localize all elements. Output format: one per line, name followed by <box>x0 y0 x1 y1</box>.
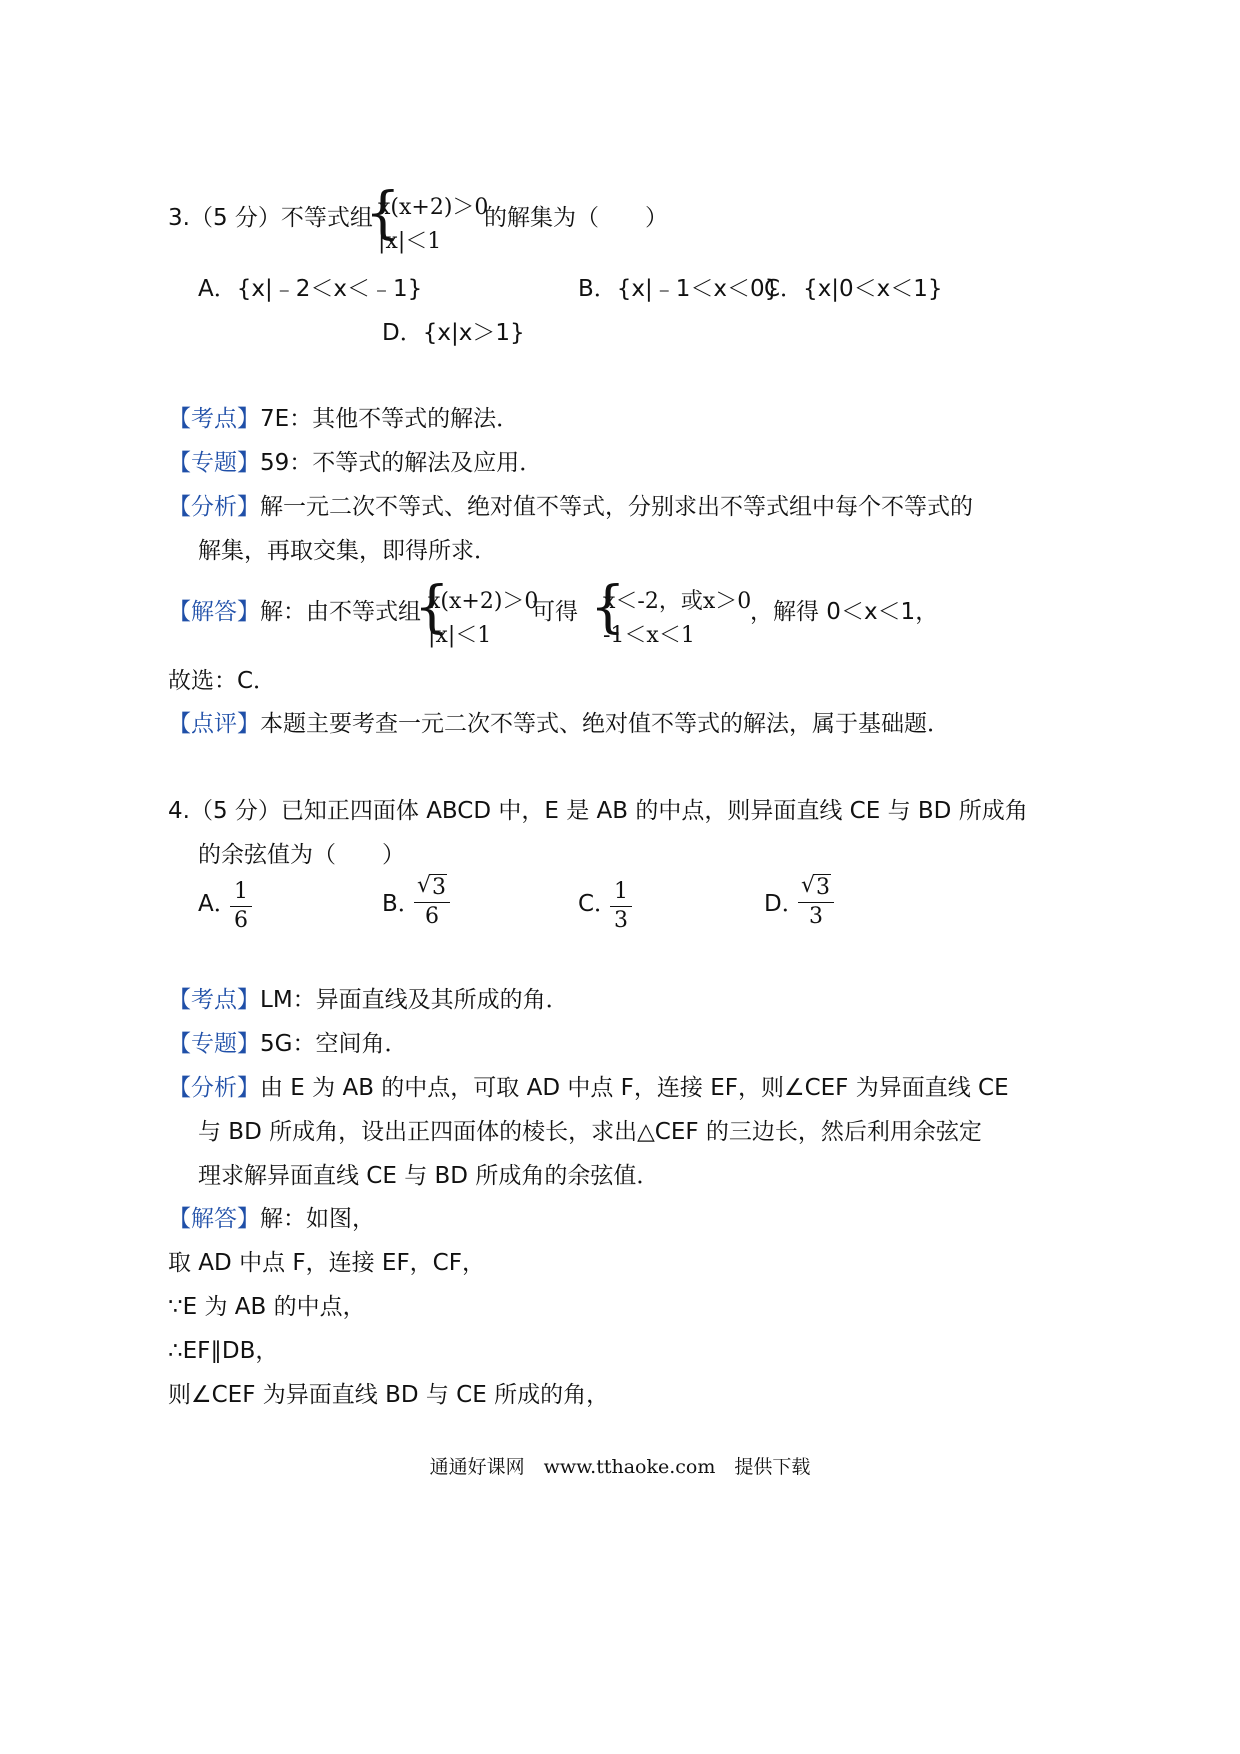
q3-dianping-text: 本题主要考查一元二次不等式、绝对值不等式的解法，属于基础题． <box>260 711 950 737</box>
q4-stem-line-1: 4.（5 分）已知正四面体 ABCD 中，E 是 AB 的中点，则异面直线 CE 与 BD 所成角 <box>168 798 1028 824</box>
q4-option-d-numerator-wrap <box>798 876 834 900</box>
q3-jieda-system-1-line-1: x(x+2)＞0 <box>428 589 539 614</box>
q3-system-line-1: x(x+2)＞0 <box>378 195 489 220</box>
q4-option-d-radicand: 3 <box>816 875 830 900</box>
q4-option-d-fraction <box>798 876 834 929</box>
q3-option-d: D．{x|x＞1} <box>382 320 525 346</box>
q3-jieda-brace-1: { <box>414 575 450 640</box>
q3-option-b: B．{x|﹣1＜x＜0} <box>578 276 780 302</box>
q4-option-c-numerator: 1 <box>614 879 628 904</box>
q4-option-a-label: A． <box>198 891 237 917</box>
q4-option-b-fraction <box>414 876 450 929</box>
sqrt-icon <box>801 876 831 900</box>
q4-fenxi <box>168 1075 1009 1103</box>
q3-dianping <box>168 711 950 739</box>
q4-option-b-radicand: 3 <box>432 875 446 900</box>
page-footer: 通通好课网 www.tthaoke.com 提供下载 <box>429 1456 811 1478</box>
q3-kaodian <box>168 406 519 434</box>
q3-guxuan: 故选：C． <box>168 668 277 694</box>
q3-jieda-tag: 【解答】 <box>168 599 260 625</box>
q3-option-c: C．{x|0＜x＜1} <box>764 276 943 302</box>
q3-option-a: A．{x|﹣2＜x＜﹣1} <box>198 276 423 302</box>
q4-option-b-numerator-wrap <box>414 876 450 900</box>
q3-fenxi-tag: 【分析】 <box>168 494 260 520</box>
q3-zhuanti <box>168 450 542 478</box>
q3-jieda-prefix: 解：由不等式组 <box>260 599 421 625</box>
q4-jieda <box>168 1206 375 1234</box>
q3-jieda-suffix: ，解得 0＜x＜1， <box>750 599 939 625</box>
q3-jieda-middle: 可得 <box>532 599 578 625</box>
q4-fenxi-text-2: 与 BD 所成角，设出正四面体的棱长，求出△CEF 的三边长，然后利用余弦定 <box>198 1119 982 1145</box>
q3-kaodian-tag: 【考点】 <box>168 406 260 432</box>
q3-fenxi-text-2: 解集，再取交集，即得所求． <box>198 538 497 564</box>
q3-system-line-2: |x|＜1 <box>378 229 442 254</box>
q3-zhuanti-tag: 【专题】 <box>168 450 260 476</box>
q4-option-c-fraction <box>610 880 632 933</box>
q4-kaodian <box>168 987 569 1015</box>
q4-fenxi-tag: 【分析】 <box>168 1075 260 1101</box>
q4-option-b-label: B． <box>382 891 421 917</box>
fraction-bar <box>414 902 450 903</box>
q4-jieda-text: 解：如图， <box>260 1206 375 1232</box>
q4-option-c-denominator: 3 <box>614 908 628 934</box>
q3-dianping-tag: 【点评】 <box>168 711 260 737</box>
q4-zhuanti-tag: 【专题】 <box>168 1031 260 1057</box>
q4-zhuanti-text: 5G：空间角． <box>260 1031 408 1057</box>
q4-option-d-label: D． <box>764 891 805 917</box>
q4-kaodian-tag: 【考点】 <box>168 987 260 1013</box>
q4-option-a-denominator: 6 <box>234 908 248 934</box>
q3-kaodian-text: 7E：其他不等式的解法． <box>260 406 520 432</box>
q3-system-brace: { <box>365 181 401 246</box>
q3-fenxi <box>168 494 973 522</box>
q4-stem-line-2: 的余弦值为（ ） <box>198 842 405 868</box>
q4-fenxi-text-1: 由 E 为 AB 的中点，可取 AD 中点 F，连接 EF，则∠CEF 为异面直线 CE <box>260 1075 1009 1101</box>
q3-jieda-system-2-line-1: x＜-2，或x＞0 <box>603 589 752 614</box>
q4-step-2: ∵E 为 AB 的中点， <box>168 1294 366 1320</box>
q4-option-c-label: C． <box>578 891 618 917</box>
fraction-bar <box>230 906 252 907</box>
fraction-bar <box>610 906 632 907</box>
q4-step-1: 取 AD 中点 F，连接 EF，CF， <box>168 1250 485 1276</box>
q3-jieda <box>168 599 421 627</box>
q4-option-a-fraction <box>230 880 252 933</box>
q3-jieda-system-1-line-2: |x|＜1 <box>428 623 492 648</box>
q4-option-d-denominator: 3 <box>809 904 823 930</box>
q4-zhuanti <box>168 1031 407 1059</box>
q4-step-4: 则∠CEF 为异面直线 BD 与 CE 所成的角， <box>168 1382 610 1408</box>
q4-kaodian-text: LM：异面直线及其所成的角． <box>260 987 569 1013</box>
q4-option-a-numerator: 1 <box>234 879 248 904</box>
fraction-bar <box>798 902 834 903</box>
q3-stem-suffix: 的解集为（ ） <box>484 205 668 231</box>
q3-fenxi-text-1: 解一元二次不等式、绝对值不等式，分别求出不等式组中每个不等式的 <box>260 494 973 520</box>
q4-option-b-denominator: 6 <box>425 904 439 930</box>
q4-fenxi-text-3: 理求解异面直线 CE 与 BD 所成角的余弦值． <box>198 1163 660 1189</box>
sqrt-icon <box>417 876 447 900</box>
q3-stem-prefix: 3.（5 分）不等式组 <box>168 205 373 231</box>
q4-jieda-tag: 【解答】 <box>168 1206 260 1232</box>
q3-jieda-brace-2: { <box>590 575 626 640</box>
q3-jieda-system-2-line-2: -1＜x＜1 <box>603 623 695 648</box>
q3-zhuanti-text: 59：不等式的解法及应用． <box>260 450 543 476</box>
q4-step-3: ∴EF∥DB， <box>168 1338 279 1364</box>
